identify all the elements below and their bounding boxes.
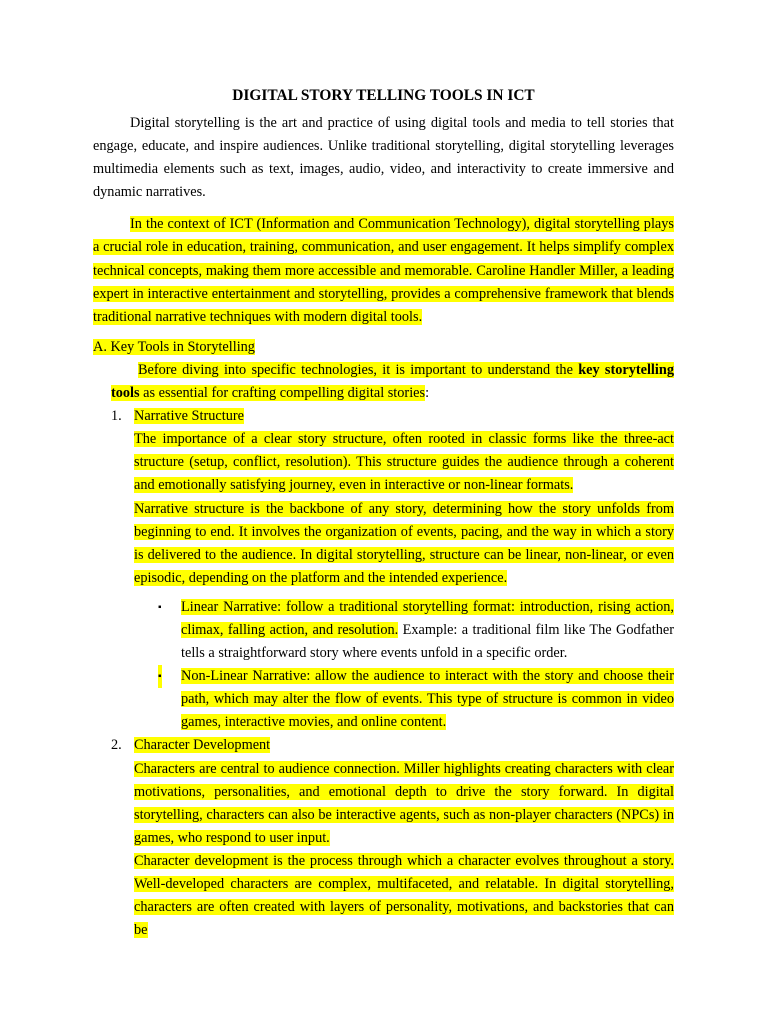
list-item-heading: Character Development (134, 737, 271, 754)
list-item-heading: Narrative Structure (134, 408, 244, 425)
section-a-lead (111, 359, 674, 405)
list-number: 1. (111, 408, 122, 425)
list-item-2 (111, 734, 674, 757)
highlight: A. Key Tools in Storytelling (93, 338, 255, 355)
bullet-text: Example: a traditional film like The Godfather tells a straightforward story where events unfold in a specific order. (181, 621, 674, 662)
highlight: The importance of a clear story structure, often rooted in classic forms like the three-act structure (setup, conflict, resolution). This structure guides the audience through a coherent and emotionally satisfying journey, even in interactive or non-linear formats. (134, 431, 674, 494)
context-paragraph (93, 213, 674, 328)
item-2-paragraph-2 (134, 850, 674, 942)
lead-colon: : (425, 385, 430, 402)
highlight: Narrative structure is the backbone of any story, determining how the story unfolds from beginning to end. It involves the organization of events, pacing, and the way in which a story is delivered to the audience. In digital storytelling, structure can be linear, non-linear, or even episodic, depending on the platform and the intended experience. (134, 500, 674, 586)
list-item-1 (111, 405, 674, 428)
highlight: Linear Narrative: follow a traditional storytelling format: introduction, rising action, climax, falling action, and resolution. (181, 598, 674, 638)
list-number: 2. (111, 737, 122, 754)
highlight: Non-Linear Narrative: allow the audience to interact with the story and choose their path, which may alter the flow of events. This type of structure is common in video games, interactive movies, and online content. (181, 668, 674, 731)
highlight: In the context of ICT (Information and Communication Technology), digital storytelling plays a crucial role in education, training, communication, and user engagement. It helps simplify complex technical concepts, making them more accessible and memorable. Caroline Handler Miller, a leading expert in interactive entertainment and storytelling, provides a comprehensive framework that blends traditional narrative techniques with modern digital tools. (93, 216, 674, 325)
section-heading-a (93, 336, 674, 359)
bullet-icon: ▪ (158, 665, 162, 688)
highlight: Characters are central to audience connection. Miller highlights creating characters with clear motivations, personalities, and emotional depth to drive the story forward. In digital storytelling, characters can also be interactive agents, such as non-player characters (NPCs) in games, who respond to user input. (134, 760, 674, 846)
item-2-paragraph-1 (134, 758, 674, 850)
highlight (111, 362, 674, 401)
bullet-item-nonlinear (158, 665, 674, 734)
document-title: DIGITAL STORY TELLING TOOLS IN ICT (232, 87, 535, 104)
item-1-paragraph-1 (134, 428, 674, 497)
highlight: Character development is the process through which a character evolves throughout a story. Well-developed characters are complex, multifaceted, and relatable. In digital storytelling, characters are often created with layers of personality, motivations, and backstories that can be (134, 852, 674, 939)
bullet-item-linear (158, 596, 674, 665)
lead-text-end: as essential for crafting compelling digital stories (139, 385, 426, 402)
intro-paragraph: Digital storytelling is the art and practice of using digital tools and media to tell stories that engage, educate, and inspire audiences. Unlike traditional storytelling, digital storytelling leverages multimedia elements such as text, images, audio, video, and interactivity to create immersive and dynamic narratives. (93, 115, 674, 201)
lead-bold-text: key storytelling tools (111, 361, 674, 402)
lead-text: Before diving into specific technologies, it is important to understand the (138, 361, 579, 378)
document-page (93, 86, 674, 942)
item-1-paragraph-2 (134, 498, 674, 590)
bullet-icon: ▪ (158, 601, 162, 613)
